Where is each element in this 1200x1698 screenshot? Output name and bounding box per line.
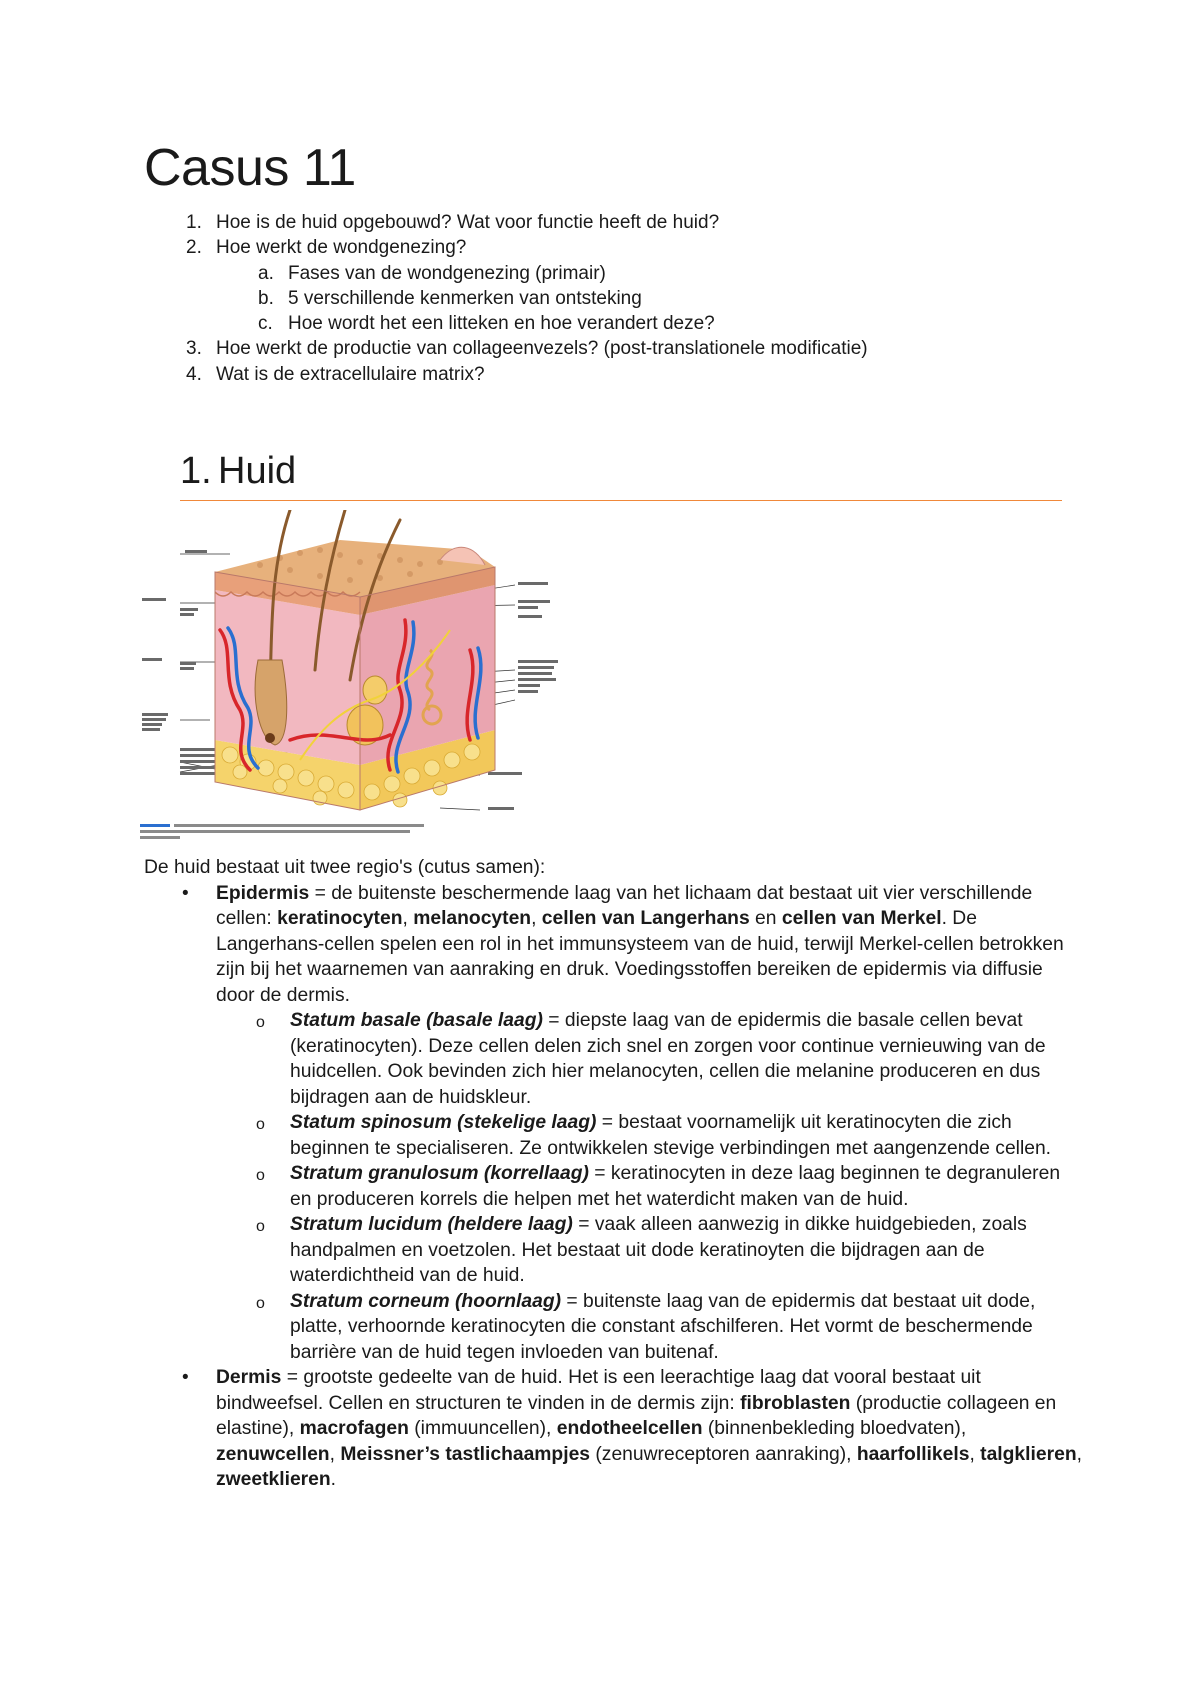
subquestion-item bbox=[144, 311, 868, 336]
dermis-text: . bbox=[330, 1469, 337, 1490]
layer-term: Statum spinosum (stekelige laag) bbox=[290, 1112, 597, 1133]
section-title: Huid bbox=[218, 450, 297, 492]
list-item-layer bbox=[144, 1110, 1084, 1161]
bullet-circle: o bbox=[256, 1294, 265, 1312]
body-text bbox=[144, 855, 1084, 1493]
question-text: Hoe wordt het een litteken en hoe verandert deze? bbox=[288, 313, 715, 335]
separator: , bbox=[531, 908, 542, 929]
question-item bbox=[144, 336, 868, 361]
dermis-text: (immuuncellen), bbox=[408, 1418, 557, 1439]
skin-block bbox=[215, 510, 495, 810]
list-item-epidermis bbox=[144, 881, 1084, 1009]
question-number: 3. bbox=[186, 338, 202, 360]
separator: , bbox=[402, 908, 414, 929]
question-number: a. bbox=[258, 262, 274, 284]
bullet-circle: o bbox=[256, 1014, 265, 1031]
dermis-text: (productie collageen en elastine), bbox=[216, 1392, 1057, 1439]
list-item-dermis bbox=[144, 1365, 1084, 1493]
list-item-layer bbox=[144, 1289, 1084, 1366]
question-list bbox=[144, 210, 868, 387]
subquestion-item bbox=[144, 286, 868, 311]
dermis-text: (zenuwreceptoren aanraking), bbox=[590, 1443, 857, 1465]
figure-caption-marks bbox=[140, 824, 424, 839]
structure-talgklieren: talgklieren bbox=[980, 1443, 1077, 1465]
list-item-layer bbox=[144, 1008, 1084, 1110]
question-number: 1. bbox=[186, 212, 202, 233]
list-item-layer bbox=[144, 1161, 1084, 1212]
section-number: 1. bbox=[180, 450, 212, 492]
epidermis-text: . De Langerhans-cellen spelen een rol in het immunsysteem van de huid, terwijl Merkel-cellen betrokken zijn bij het waarnemen van aanraking en druk. Voedingsstoffen bereiken de epidermis via diffusie door de dermis. bbox=[216, 908, 1064, 1006]
bullet-disc: • bbox=[182, 1367, 189, 1388]
question-number: 2. bbox=[186, 237, 202, 259]
term-epidermis: Epidermis bbox=[216, 882, 310, 904]
separator: , bbox=[329, 1443, 341, 1465]
layer-term: Stratum lucidum (heldere laag) bbox=[290, 1214, 573, 1235]
epidermis-text: = de buitenste beschermende laag van het lichaam dat bestaat uit vier verschillende cellen: bbox=[216, 882, 1033, 929]
question-text: Hoe werkt de productie van collageenvezels? (post-translationele modificatie) bbox=[216, 338, 868, 360]
question-number: c. bbox=[258, 313, 273, 335]
cell-endotheelcellen: endotheelcellen bbox=[556, 1418, 703, 1439]
skin-cross-section-figure bbox=[140, 510, 600, 842]
bullet-circle: o bbox=[256, 1116, 265, 1133]
cell-keratinocyten: keratinocyten bbox=[277, 908, 403, 929]
separator: , bbox=[1076, 1443, 1082, 1465]
cell-zenuwcellen: zenuwcellen bbox=[216, 1443, 330, 1465]
document-title: Casus 11 bbox=[144, 139, 356, 197]
bullet-circle: o bbox=[256, 1218, 265, 1235]
dermis-text: (binnenbekleding bloedvaten), bbox=[702, 1418, 967, 1439]
cell-fibroblasten: fibroblasten bbox=[740, 1392, 851, 1414]
term-dermis: Dermis bbox=[216, 1367, 282, 1388]
layer-text: = vaak alleen aanwezig in dikke huidgebieden, zoals handpalmen en voetzolen. Het bestaat uit dode keratinoyten die bijdragen aan de waterdichtheid van de huid. bbox=[290, 1214, 1027, 1286]
dermis-text: = grootste gedeelte van de huid. Het is een leerachtige laag dat vooral bestaat uit bindweefsel. Cellen en structuren te vinden in de dermis zijn: bbox=[216, 1367, 981, 1414]
layer-term: Stratum granulosum (korrellaag) bbox=[290, 1163, 589, 1184]
list-item-layer bbox=[144, 1212, 1084, 1289]
cell-macrofagen: macrofagen bbox=[299, 1418, 409, 1439]
cell-melanocyten: melanocyten bbox=[413, 908, 532, 929]
layer-text: = buitenste laag van de epidermis dat bestaat uit dode, platte, verhoornde keratinocyten die constant afschilferen. Het vormt de beschermende barrière van de huid tegen invloeden van buitenaf. bbox=[290, 1290, 1036, 1363]
layer-term: Stratum corneum (hoornlaag) bbox=[290, 1290, 562, 1312]
separator: , bbox=[969, 1443, 981, 1465]
structure-haarfollikels: haarfollikels bbox=[856, 1443, 970, 1465]
cell-langerhans: cellen van Langerhans bbox=[541, 908, 750, 929]
question-number: 4. bbox=[186, 363, 202, 385]
layer-text: = keratinocyten in deze laag beginnen te degranuleren en produceren korrels die helpen met het waterdicht maken van de huid. bbox=[290, 1163, 1061, 1210]
intro-paragraph: De huid bestaat uit twee regio's (cutus samen): bbox=[144, 857, 546, 878]
question-item bbox=[144, 362, 868, 387]
bullet-disc: • bbox=[182, 882, 189, 904]
subquestion-item bbox=[144, 261, 868, 286]
separator: en bbox=[749, 908, 782, 929]
question-text: Wat is de extracellulaire matrix? bbox=[216, 363, 485, 385]
structure-zweetklieren: zweetklieren bbox=[216, 1469, 331, 1490]
question-item bbox=[144, 210, 868, 235]
structure-meissner: Meissner’s tastlichaampjes bbox=[340, 1443, 591, 1465]
heading-underline bbox=[180, 500, 1062, 501]
question-text: 5 verschillende kenmerken van ontsteking bbox=[288, 287, 642, 309]
bullet-circle: o bbox=[256, 1167, 265, 1184]
layer-term: Statum basale (basale laag) bbox=[290, 1010, 543, 1031]
question-text: Hoe werkt de wondgenezing? bbox=[216, 237, 467, 259]
question-number: b. bbox=[258, 287, 274, 309]
layer-text: = bestaat voornamelijk uit keratinocyten die zich beginnen te specialiseren. Ze ontwikkelen stevige verbindingen met aangenzende cellen. bbox=[290, 1112, 1052, 1159]
question-item bbox=[144, 235, 868, 260]
question-text: Fases van de wondgenezing (primair) bbox=[288, 262, 606, 284]
layer-text: = diepste laag van de epidermis die basale cellen bevat (keratinocyten). Deze cellen delen zich snel en zorgen voor continue vernieuwing van de huidcellen. Ook bevinden zich hier melanocyten, cellen die melanine produceren en dus bijdragen aan de huidskleur. bbox=[290, 1010, 1046, 1108]
cell-merkel: cellen van Merkel bbox=[781, 908, 942, 929]
question-text: Hoe is de huid opgebouwd? Wat voor functie heeft de huid? bbox=[216, 212, 720, 233]
